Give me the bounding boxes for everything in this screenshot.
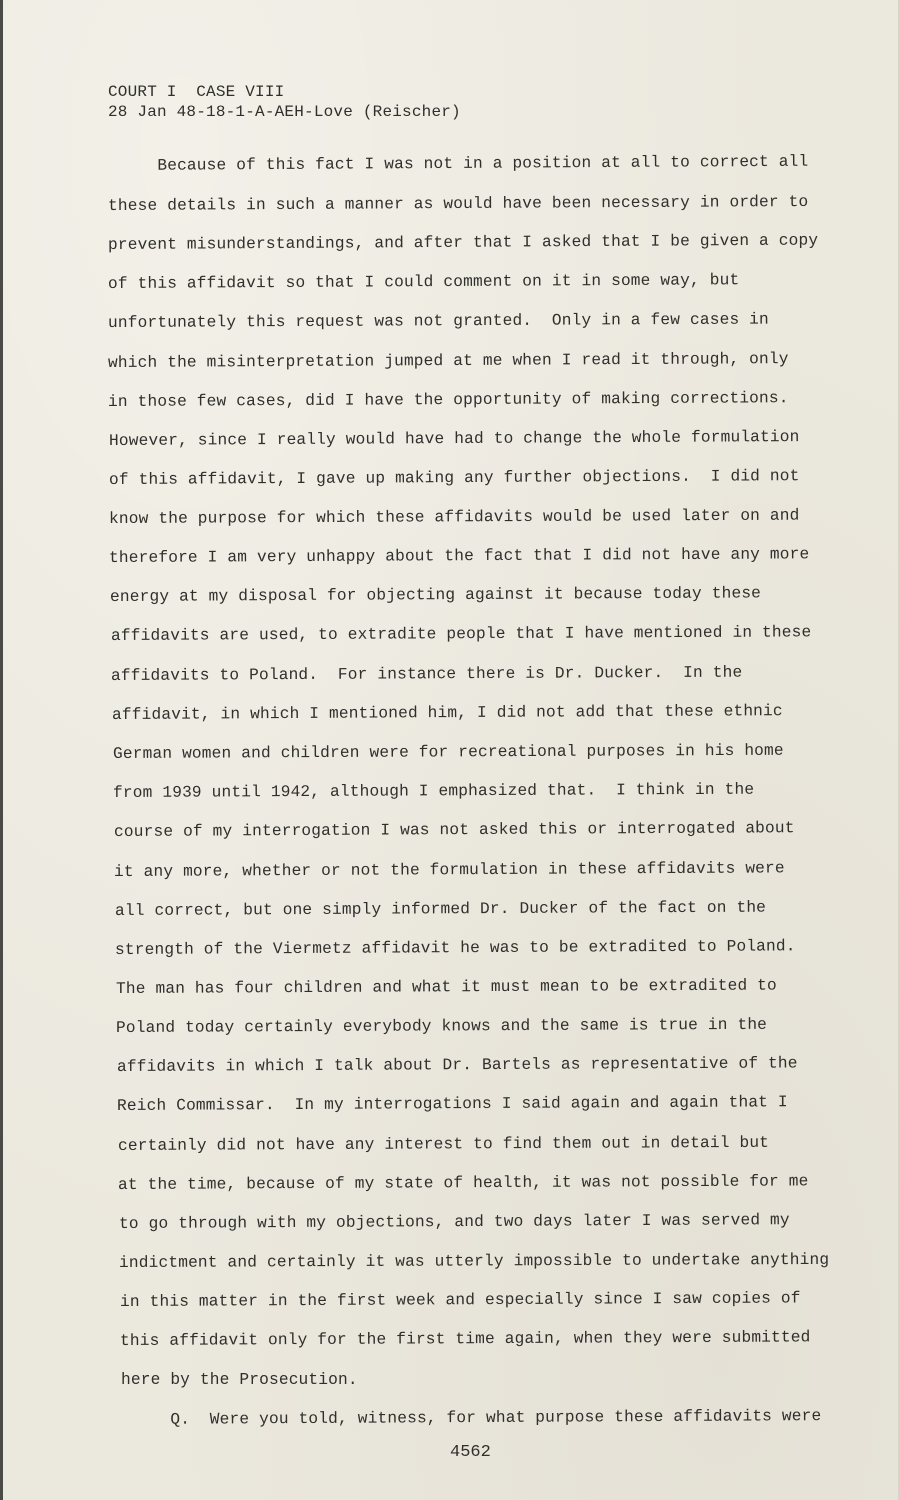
- transcript-line: Reich Commissar. In my interrogations I said again and again that I: [116, 1093, 788, 1115]
- transcript-line: The man has four children and what it must mean to be extradited to: [115, 976, 777, 998]
- transcript-line: affidavits to Poland. For instance there is Dr. Ducker. In the: [110, 663, 743, 685]
- transcript-line: course of my interrogation I was not asked this or interrogated about: [113, 819, 795, 841]
- transcript-line: know the purpose for which these affidavits would be used later on and: [108, 506, 800, 528]
- transcript-line: indictment and certainly it was utterly impossible to undertake anything: [118, 1250, 830, 1272]
- transcript-line: strength of the Viermetz affidavit he was to be extradited to Poland.: [114, 937, 796, 959]
- transcript-line: Poland today certainly everybody knows and the same is true in the: [115, 1015, 768, 1037]
- transcript-line: all correct, but one simply informed Dr. Ducker of the fact on the: [114, 898, 767, 920]
- transcript-line: of this affidavit, I gave up making any further objections. I did not: [108, 467, 800, 489]
- transcript-line: this affidavit only for the first time again, when they were submitted: [119, 1328, 811, 1350]
- transcript-line: it any more, whether or not the formulation in these affidavits were: [113, 859, 785, 881]
- page-left-edge: [0, 0, 3, 1500]
- transcript-line: which the misinterpretation jumped at me when I read it through, only: [107, 350, 789, 372]
- header-case-line: COURT I CASE VIII: [108, 83, 285, 101]
- page-number: 4562: [450, 1443, 491, 1462]
- transcript-line: in this matter in the first week and especially since I saw copies of: [119, 1289, 801, 1311]
- transcript-line: prevent misunderstandings, and after that I asked that I be given a copy: [107, 231, 819, 254]
- transcript-line: However, since I really would have had to change the whole formulation: [108, 428, 800, 450]
- transcript-line: affidavits are used, to extradite people that I have mentioned in these: [110, 623, 812, 645]
- transcript-line: energy at my disposal for objecting against it because today these: [109, 584, 762, 606]
- transcript-line: these details in such a manner as would have been necessary in order to: [107, 192, 809, 215]
- transcript-line: Q. Were you told, witness, for what purpose these affidavits were: [120, 1407, 822, 1429]
- transcript-line: Because of this fact I was not in a position at all to correct all: [107, 152, 809, 175]
- transcript-line: therefore I am very unhappy about the fact that I did not have any more: [108, 545, 810, 567]
- transcript-line: here by the Prosecution.: [121, 1371, 358, 1389]
- transcript-line: from 1939 until 1942, although I emphasized that. I think in the: [112, 780, 755, 802]
- header-date-line: 28 Jan 48-18-1-A-AEH-Love (Reischer): [108, 103, 461, 121]
- transcript-line: at the time, because of my state of health, it was not possible for me: [117, 1172, 809, 1194]
- transcript-line: affidavit, in which I mentioned him, I did not add that these ethnic: [111, 702, 783, 724]
- transcript-line: to go through with my objections, and two days later I was served my: [118, 1211, 790, 1233]
- transcript-line: certainly did not have any interest to find them out in detail but: [117, 1133, 770, 1155]
- transcript-line: in those few cases, did I have the opportunity of making corrections.: [107, 389, 789, 411]
- transcript-line: affidavits in which I talk about Dr. Bartels as representative of the: [116, 1054, 798, 1076]
- document-header: [108, 82, 461, 122]
- transcript-line: of this affidavit so that I could comment on it in some way, but: [107, 271, 740, 293]
- transcript-line: German women and children were for recreational purposes in his home: [112, 741, 784, 763]
- transcript-line: unfortunately this request was not granted. Only in a few cases in: [107, 310, 769, 332]
